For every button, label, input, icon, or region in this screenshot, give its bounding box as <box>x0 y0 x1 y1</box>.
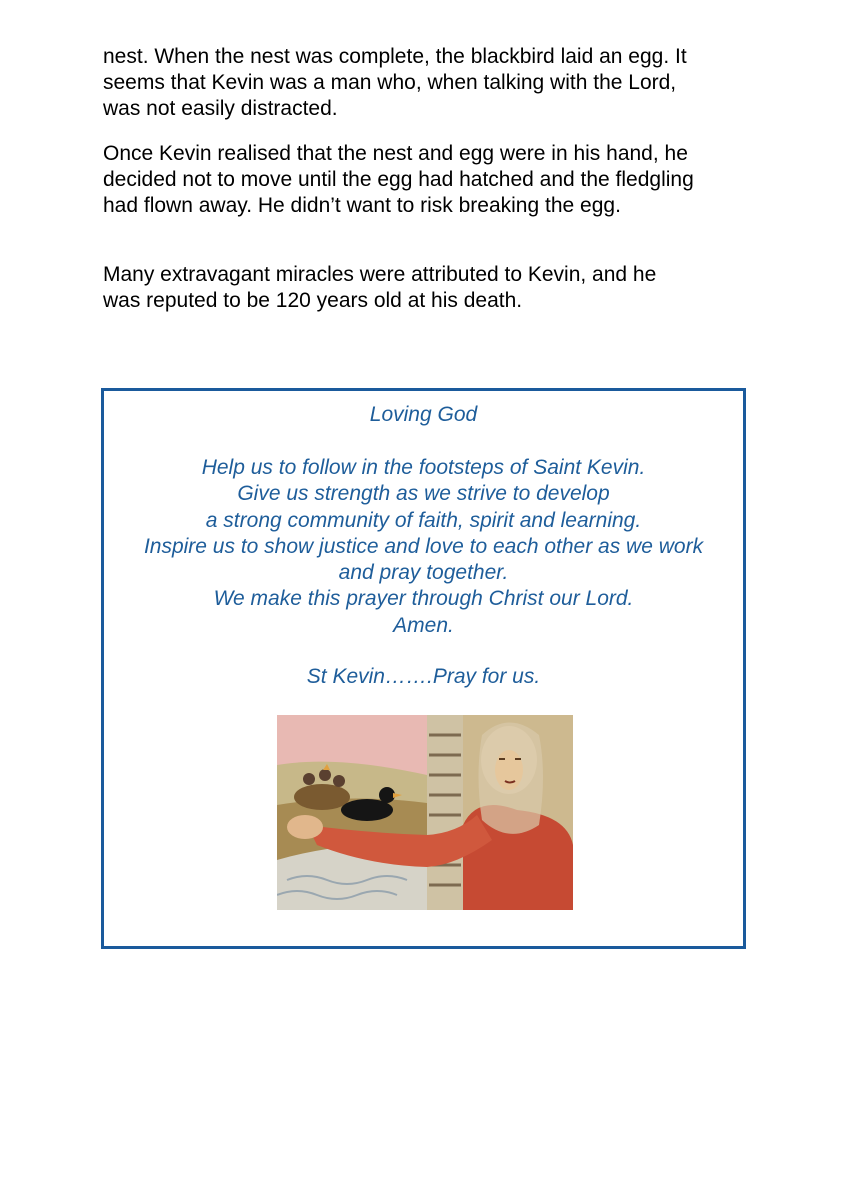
prayer-body: Help us to follow in the footsteps of Saint Kevin. Give us strength as we strive to develop a strong community of faith, spirit and learning. Inspire us to show justice and love to each other as we work and pray together. We make this prayer through Christ our Lord. Amen. <box>143 456 704 637</box>
body-paragraph-nest: nest. When the nest was complete, the blackbird laid an egg. It seems that Kevin was a man who, when talking with the Lord, was not easily distracted. <box>103 45 687 120</box>
body-paragraph-miracles: Many extravagant miracles were attributed to Kevin, and he was reputed to be 120 years old at his death. <box>103 263 657 312</box>
painting-hand <box>287 815 323 839</box>
painting-nest <box>294 784 350 810</box>
body-paragraph-egg: Once Kevin realised that the nest and egg were in his hand, he decided not to move until the egg had hatched and the fledgling had flown away. He didn’t want to risk breaking the egg. <box>103 142 694 217</box>
saint-kevin-blackbird-painting <box>277 715 573 910</box>
prayer-heading: Loving God <box>369 403 478 426</box>
prayer-box <box>101 388 746 949</box>
painting-wall <box>427 715 463 910</box>
prayer-closing: St Kevin…….Pray for us. <box>306 665 541 688</box>
